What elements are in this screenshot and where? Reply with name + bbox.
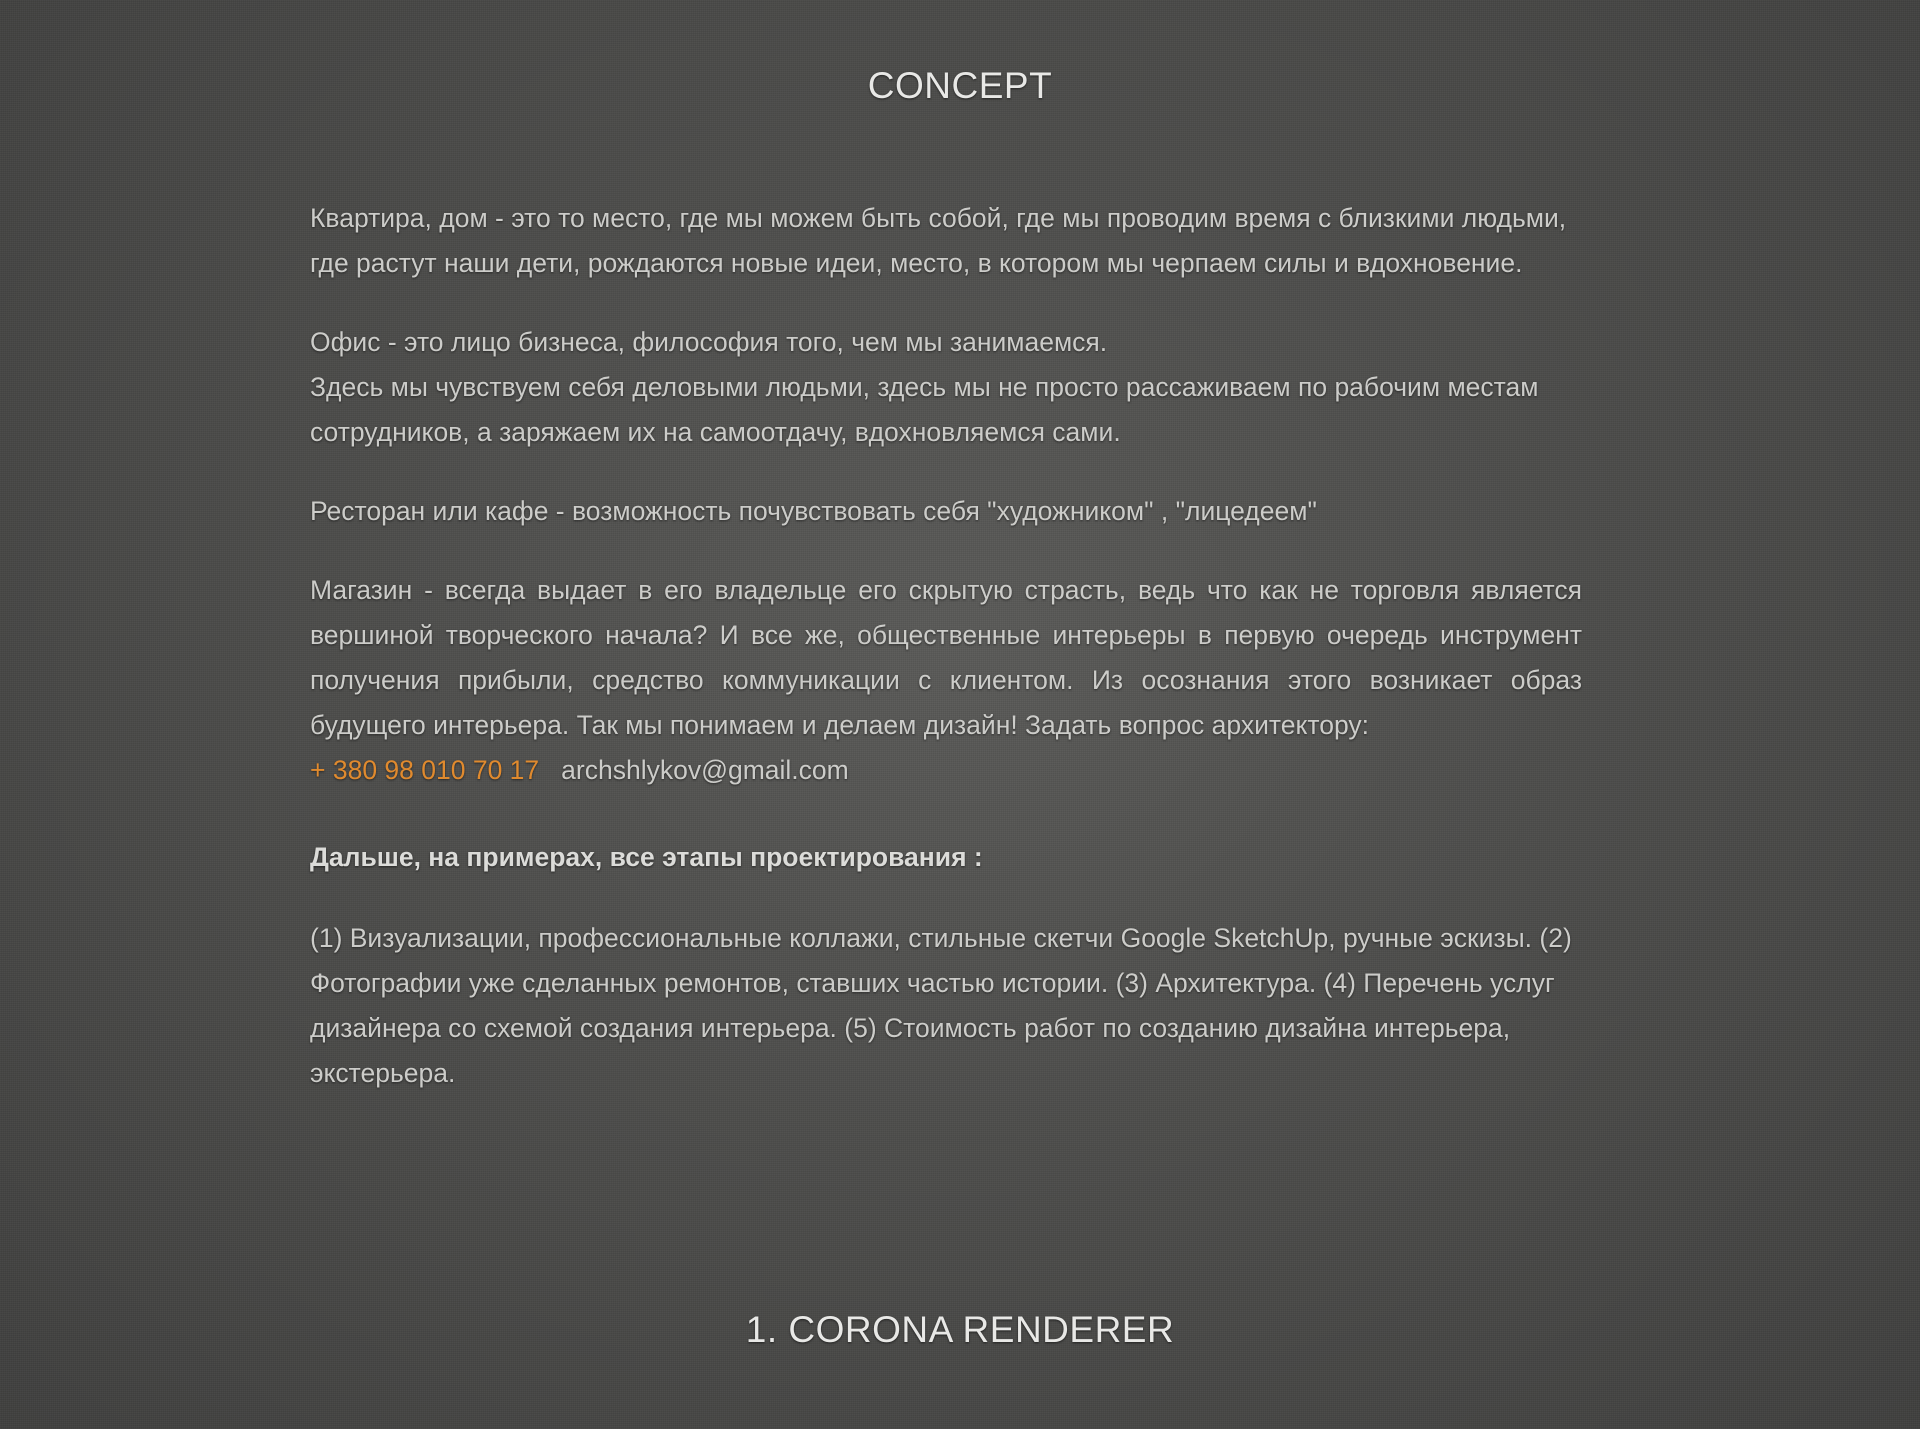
paragraph-shop: Магазин - всегда выдает в его владельце его скрытую страсть, ведь что как не торговля является вершиной творческого начала? И все же, общественные интерьеры в первую очередь инструмент получения прибыли, средство коммуникации с клиентом. Из осознания этого возникает образ будущего интерьера. Так мы понимаем и делаем дизайн! Задать вопрос архитектору: xyxy=(310,575,1582,740)
section-title-corona-renderer: 1. CORONA RENDERER xyxy=(745,1309,1175,1350)
page-title: CONCEPT xyxy=(867,64,1053,106)
stages-list: (1) Визуализации, профессиональные коллажи, стильные скетчи Google SketchUp, ручные эскизы. (2) Фотографии уже сделанных ремонтов, ставших частью истории. (3) Архитектура. (4) Перечень услуг дизайнера со схемой создания интерьера. (5) Стоимость работ по созданию дизайна интерьера, экстерьера. xyxy=(310,923,1572,1088)
phone-number[interactable]: + 380 98 010 70 17 xyxy=(310,755,540,785)
paragraph-home: Квартира, дом - это то место, где мы можем быть собой, где мы проводим время с близкими людьми, где растут наши дети, рождаются новые идеи, место, в котором мы черпаем силы и вдохновение. xyxy=(310,203,1567,278)
stages-heading: Дальше, на примерах, все этапы проектирования : xyxy=(310,842,983,872)
paragraph-restaurant: Ресторан или кафе - возможность почувствовать себя "художником" , "лицедеем" xyxy=(310,496,1317,526)
contact-line xyxy=(310,748,1582,793)
document-body xyxy=(310,196,1582,1096)
paragraph-office-detail: Здесь мы чувствуем себя деловыми людьми, здесь мы не просто рассаживаем по рабочим местам сотрудников, а заряжаем их на самоотдачу, вдохновляемся сами. xyxy=(310,372,1539,447)
paragraph-office-intro: Офис - это лицо бизнеса, философия того, чем мы занимаемся. xyxy=(310,327,1108,357)
email-address[interactable]: archshlykov@gmail.com xyxy=(561,755,849,785)
